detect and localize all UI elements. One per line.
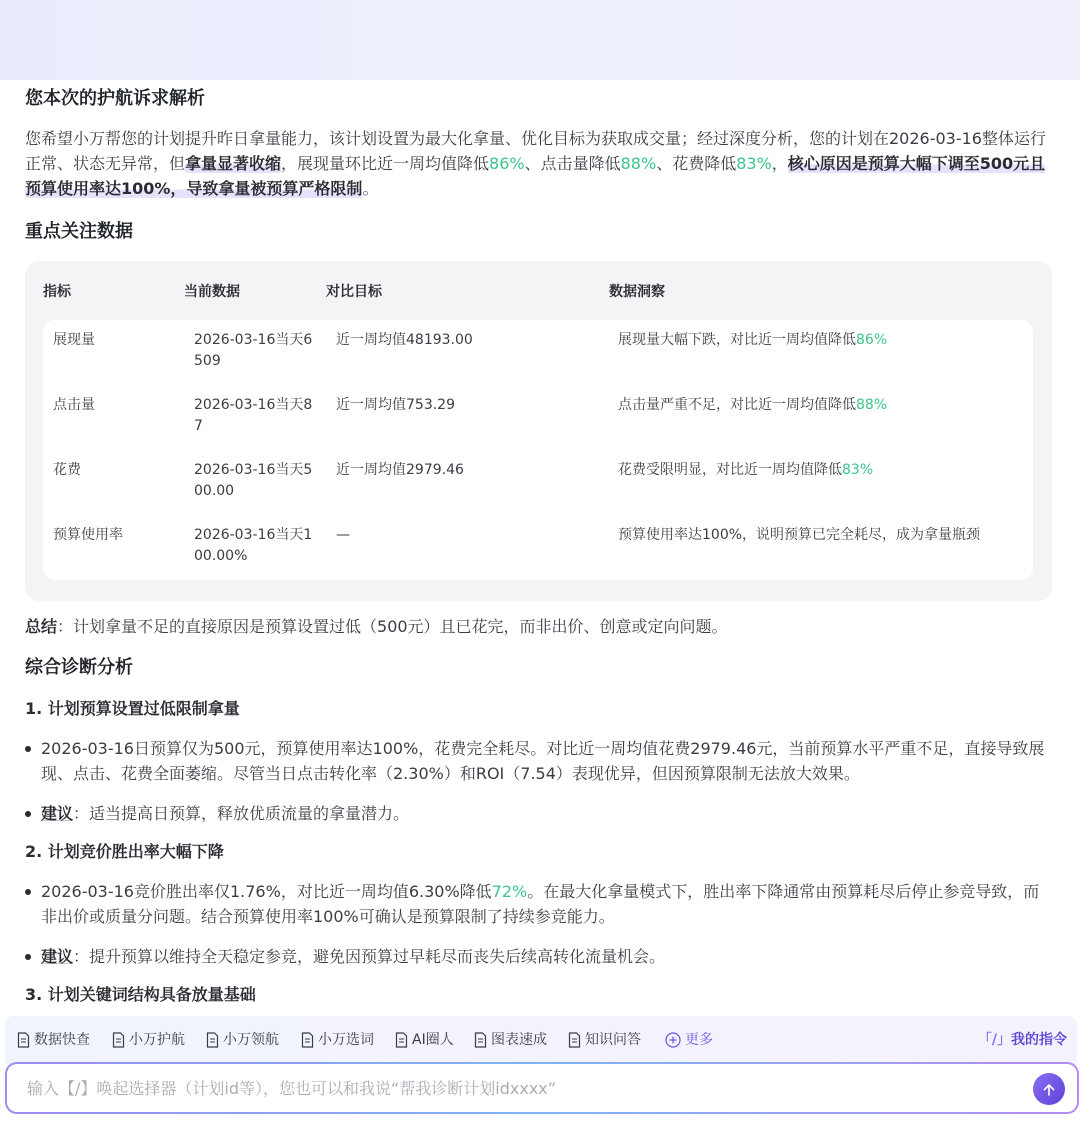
insight-text: 花费受限明显，对比近一周均值降低 (618, 462, 842, 478)
tool-ai-audience[interactable] (395, 1031, 454, 1049)
tool-escort[interactable] (112, 1031, 185, 1049)
arrow-up-icon (1042, 1082, 1056, 1096)
document-icon (206, 1032, 219, 1048)
tool-chart[interactable] (474, 1031, 547, 1049)
intro-highlight-2: 核心原因是预算大幅下调至500元且预算使用率达100%，导致拿量被预算严格限制 (25, 154, 1046, 198)
tool-label: 数据快查 (34, 1032, 90, 1048)
list-item (25, 801, 1055, 826)
intro-text-6: 。 (362, 179, 379, 198)
table-body (43, 320, 1033, 580)
tool-label: 小万选词 (318, 1032, 374, 1048)
tool-label: AI圈人 (412, 1032, 454, 1048)
bullet-pct: 72% (491, 882, 528, 901)
intro-highlight-1: 拿量显著收缩 (185, 154, 282, 173)
table-row (43, 395, 1033, 445)
document-icon (112, 1032, 125, 1048)
document-icon (301, 1032, 314, 1048)
list-item (25, 879, 1055, 929)
suggestion-label: 建议 (41, 804, 74, 823)
tool-label: 图表速成 (491, 1032, 547, 1048)
bullet-text: 2026-03-16日预算仅为500元，预算使用率达100%，花费完全耗尽。对比近一周均值花费2979.46元，当前预算水平严重不足，直接导致展现、点击、花费全面萎缩。尽管当日点击转化率（2.30%）和ROI（7.54）表现优异，但因预算限制无法放大效果。 (41, 739, 1045, 783)
list-item (25, 944, 1055, 969)
tool-label: 知识问答 (585, 1032, 641, 1048)
header-metric: 指标 (43, 284, 71, 300)
my-commands-button[interactable] (978, 1031, 1067, 1049)
tool-label: 小万护航 (129, 1032, 185, 1048)
cell-insight (618, 330, 887, 351)
document-icon (568, 1032, 581, 1048)
chat-input[interactable] (27, 1076, 1007, 1100)
bullet-text-2: 。在最大化拿量模式下，胜出率下降通常由预算耗尽后停止参竞导致，而非出价或质量分问题。结合预算使用率100%可确认是预算限制了持续参竞能力。 (41, 882, 1040, 926)
cell-current: 2026-03-16当天100.00% (194, 527, 313, 564)
tool-keyword[interactable] (301, 1031, 374, 1049)
cell-current: 2026-03-16当天500.00 (194, 462, 313, 499)
document-icon (17, 1032, 30, 1048)
summary-label: 总结 (25, 617, 58, 636)
insight-text: 点击量严重不足，对比近一周均值降低 (618, 397, 856, 413)
intro-title: 您本次的护航诉求解析 (25, 88, 205, 109)
insight-text: 预算使用率达100%，说明预算已完全耗尽，成为拿量瓶颈 (618, 527, 981, 543)
cell-target: 近一周均值48193.00 (336, 332, 473, 348)
intro-text-2: ，展现量环比近一周均值降低 (281, 154, 490, 173)
summary (25, 616, 728, 638)
insight-pct: 86% (856, 332, 888, 348)
my-commands-label: 我的指令 (1011, 1032, 1067, 1048)
list-item (25, 736, 1055, 786)
more-button[interactable] (665, 1031, 713, 1049)
tool-pilot[interactable] (206, 1031, 279, 1049)
insight-pct: 88% (856, 397, 888, 413)
table-header (25, 281, 1052, 301)
cell-current: 2026-03-16当天87 (194, 397, 313, 434)
table-row (43, 330, 1033, 380)
cell-insight (618, 395, 887, 416)
cell-target: 近一周均值753.29 (336, 397, 455, 413)
document-icon (395, 1032, 408, 1048)
bullet-text: ：适当提高日预算，释放优质流量的拿量潜力。 (73, 804, 410, 823)
diagnosis-section-1-title: 1. 计划预算设置过低限制拿量 (25, 699, 240, 718)
header-current: 当前数据 (184, 284, 240, 300)
diagnosis-section-3-title: 3. 计划关键词结构具备放量基础 (25, 985, 256, 1004)
tool-data-query[interactable] (17, 1031, 90, 1049)
diagnosis-section-2-title: 2. 计划竞价胜出率大幅下降 (25, 842, 224, 861)
intro-text-5: ， (771, 154, 788, 173)
slash-label: 「/」 (977, 1032, 1011, 1048)
focus-title: 重点关注数据 (25, 221, 133, 242)
intro-pct-cost: 83% (736, 154, 772, 173)
intro-pct-impressions: 86% (489, 154, 525, 173)
intro-pct-clicks: 88% (620, 154, 657, 173)
cell-current: 2026-03-16当天6509 (194, 332, 313, 369)
suggestion-label: 建议 (41, 947, 74, 966)
summary-text: ：计划拿量不足的直接原因是预算设置过低（500元）且已花完，而非出价、创意或定向问题。 (57, 617, 728, 636)
header-target: 对比目标 (326, 284, 382, 300)
chat-input-box (5, 1062, 1079, 1114)
cell-metric: 展现量 (53, 332, 95, 348)
bullet-text: 2026-03-16竞价胜出率仅1.76%，对比近一周均值6.30%降低 (41, 882, 492, 901)
cell-target: — (336, 527, 350, 543)
send-button[interactable] (1033, 1073, 1065, 1105)
intro-text-4: 、花费降低 (656, 154, 737, 173)
tool-label: 小万领航 (223, 1032, 279, 1048)
tool-knowledge[interactable] (568, 1031, 641, 1049)
cell-target: 近一周均值2979.46 (336, 462, 464, 478)
insight-pct: 83% (842, 462, 874, 478)
quick-toolbar (5, 1016, 1077, 1064)
intro-text-1: 您希望小万帮您的计划提升昨日拿量能力，该计划设置为最大化拿量、优化目标为获取成交量；经过深度分析，您的计划在2026-03-16整体运行正常、状态无异常，但 (25, 129, 1046, 173)
intro-text-3: 、点击量降低 (524, 154, 621, 173)
plus-circle-icon (665, 1032, 681, 1048)
bullet-text: ：提升预算以维持全天稳定参竞，避免因预算过早耗尽而丧失后续高转化流量机会。 (73, 947, 666, 966)
table-row (43, 460, 1033, 510)
diagnosis-title: 综合诊断分析 (25, 657, 133, 678)
focus-table (25, 261, 1052, 601)
insight-text: 展现量大幅下跌，对比近一周均值降低 (618, 332, 856, 348)
document-icon (474, 1032, 487, 1048)
cell-metric: 花费 (53, 462, 81, 478)
header-insight: 数据洞察 (609, 284, 665, 300)
more-label: 更多 (685, 1032, 713, 1048)
cell-insight (618, 525, 980, 546)
cell-metric: 预算使用率 (53, 527, 123, 543)
table-row (43, 525, 1033, 575)
cell-insight (618, 460, 873, 481)
header-band (0, 0, 1080, 80)
intro-paragraph (25, 126, 1055, 201)
cell-metric: 点击量 (53, 397, 95, 413)
